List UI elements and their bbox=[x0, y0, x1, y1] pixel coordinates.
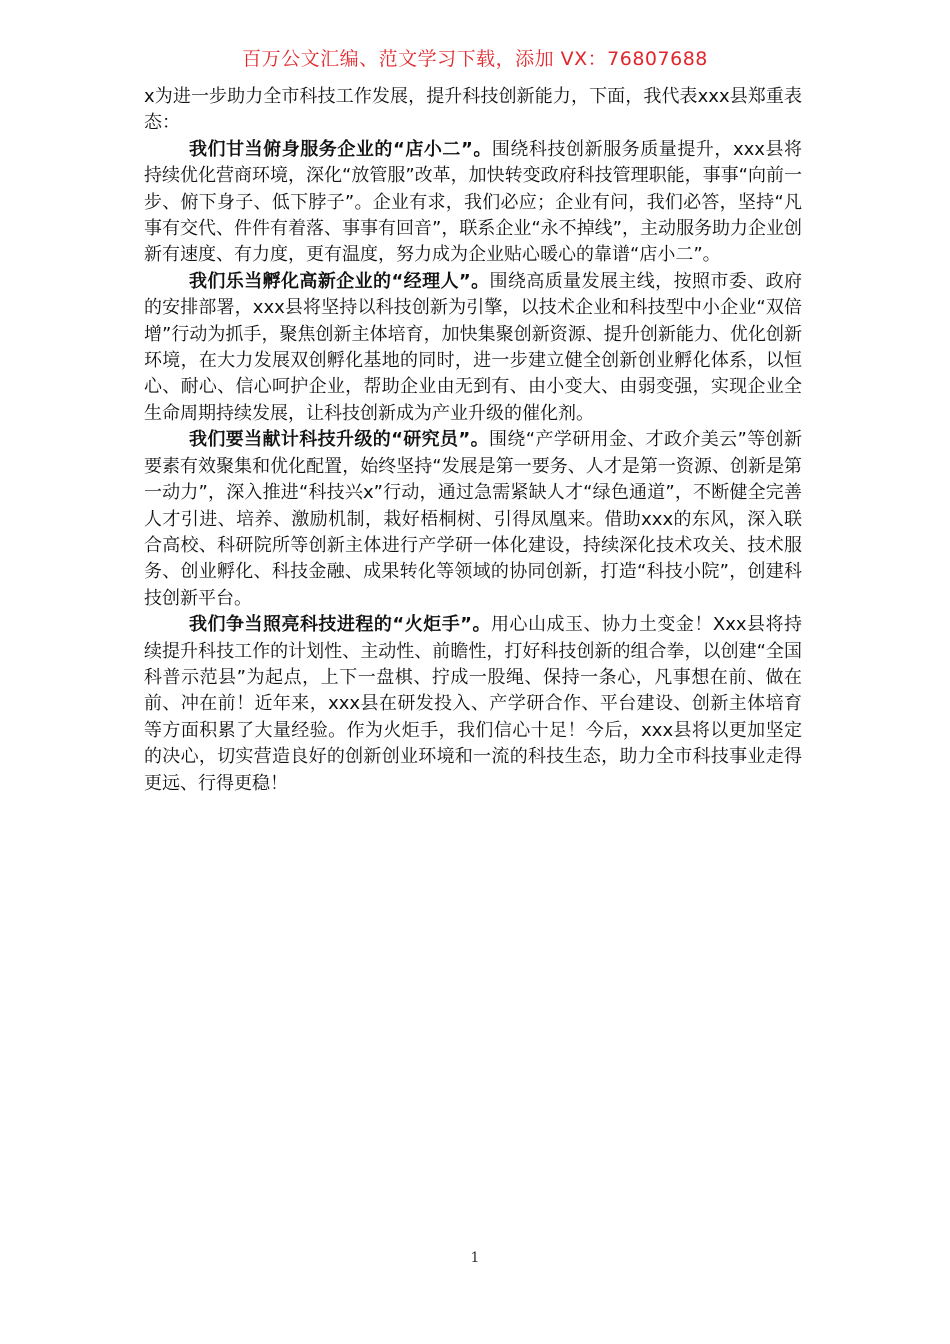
header-banner: 百万公文汇编、范文学习下载，添加 VX：76807688 bbox=[242, 48, 708, 70]
document-body bbox=[144, 84, 802, 797]
page-number: 1 bbox=[470, 1250, 480, 1266]
paragraph-lead: 我们甘当俯身服务企业的“店小二”。 bbox=[189, 138, 492, 160]
paragraph-text: 围绕高质量发展主线，按照市委、政府的安排部署，xxx县将坚持以科技创新为引擎，以技术企业和科技型中小企业“双倍增”行动为抓手，聚焦创新主体培育，加快集聚创新资源、提升创新能力、优化创新环境，在大力发展双创孵化基地的同时，进一步建立健全创新创业孵化体系，以恒心、耐心、信心呵护企业，帮助企业由无到有、由小变大、由弱变强，实现企业全生命周期持续发展，让科技创新成为产业升级的催化剂。 bbox=[144, 270, 802, 424]
paragraph-service bbox=[144, 137, 802, 269]
paragraph-text: 用心山成玉、协力土变金！Xxx县将持续提升科技工作的计划性、主动性、前瞻性，打好科技创新的组合拳，以创建“全国科普示范县”为起点，上下一盘棋、拧成一股绳、保持一条心，凡事想在前、做在前、冲在前！近年来，xxx县在研发投入、产学研合作、平台建设、创新主体培育等方面积累了大量经验。作为火炬手，我们信心十足！今后，xxx县将以更加坚定的决心，切实营造良好的创新创业环境和一流的科技生态，助力全市科技事业走得更远、行得更稳！ bbox=[144, 614, 802, 794]
paragraph-torch bbox=[144, 612, 802, 797]
paragraph-text: 围绕科技创新服务质量提升，xxx县将持续优化营商环境，深化“放管服”改革，加快转变政府科技管理职能，事事“向前一步、俯下身子、低下脖子”。企业有求，我们必应；企业有问，我们必答，坚持“凡事有交代、件件有着落、事事有回音”，联系企业“永不掉线”，主动服务助力企业创新有速度、有力度，更有温度，努力成为企业贴心暖心的靠谱“店小二”。 bbox=[144, 138, 802, 266]
paragraph-lead: 我们争当照亮科技进程的“火炬手”。 bbox=[189, 614, 491, 636]
paragraph-research bbox=[144, 427, 802, 612]
paragraph-text: 围绕“产学研用金、才政介美云”等创新要素有效聚集和优化配置，始终坚持“发展是第一要务、人才是第一资源、创新是第一动力”，深入推进“科技兴x”行动，通过急需紧缺人才“绿色通道”，不断健全完善人才引进、培养、激励机制，栽好梧桐树、引得凤凰来。借助xxx的东风，深入联合高校、科研院所等创新主体进行产学研一体化建设，持续深化技术攻关、技术服务、创业孵化、科技金融、成果转化等领域的协同创新，打造“科技小院”，创建科技创新平台。 bbox=[144, 429, 802, 609]
intro-paragraph: x为进一步助力全市科技工作发展，提升科技创新能力，下面，我代表xxx县郑重表态： bbox=[144, 86, 802, 134]
paragraph-lead: 我们乐当孵化高新企业的“经理人”。 bbox=[189, 270, 490, 292]
paragraph-incubation bbox=[144, 269, 802, 427]
paragraph-lead: 我们要当献计科技升级的“研究员”。 bbox=[189, 429, 489, 451]
